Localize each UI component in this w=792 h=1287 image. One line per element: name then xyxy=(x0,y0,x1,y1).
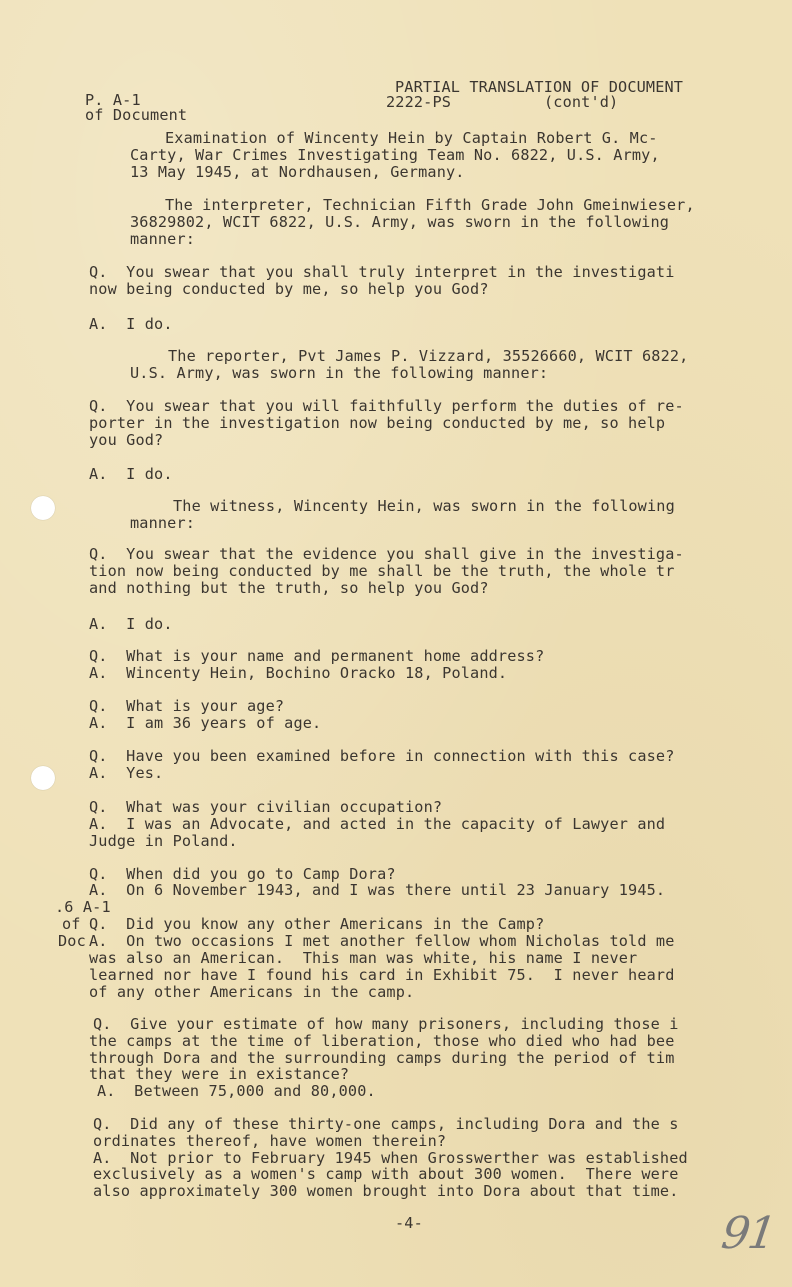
answer-line: also approximately 300 women brought into Dora about that time. xyxy=(93,1182,679,1200)
question-line: tion now being conducted by me shall be the truth, the whole tr xyxy=(89,562,675,580)
interpreter-line: manner: xyxy=(130,230,196,248)
question-line: Q. When did you go to Camp Dora? xyxy=(89,865,396,883)
exhibit-reference-sub: of Document xyxy=(85,106,188,124)
question-line: that they were in existance? xyxy=(89,1065,350,1083)
answer-line: A. Wincenty Hein, Bochino Oracko 18, Poland. xyxy=(89,664,508,682)
intro-line: Examination of Wincenty Hein by Captain Robert G. Mc- xyxy=(165,129,658,147)
question-line: porter in the investigation now being conducted by me, so help xyxy=(89,414,666,432)
answer-line: A. I am 36 years of age. xyxy=(89,714,322,732)
answer-line: A. On two occasions I met another fellow whom Nicholas told me xyxy=(89,932,675,950)
answer-line: learned nor have I found his card in Exhibit 75. I never heard xyxy=(89,966,675,984)
question-line: Q. You swear that you shall truly interpret in the investigati xyxy=(89,263,675,281)
question-line: and nothing but the truth, so help you God? xyxy=(89,579,489,597)
answer-line: A. Between 75,000 and 80,000. xyxy=(97,1082,376,1100)
answer-line: A. I do. xyxy=(89,315,173,333)
question-line: Q. What is your age? xyxy=(89,697,285,715)
question-line: you God? xyxy=(89,431,164,449)
exhibit-reference: P. A-1 xyxy=(85,91,141,109)
interpreter-line: 36829802, WCIT 6822, U.S. Army, was sworn in the following xyxy=(130,213,670,231)
question-line: Q. Did you know any other Americans in the Camp? xyxy=(89,915,545,933)
question-line: Q. Did any of these thirty-one camps, including Dora and the s xyxy=(93,1115,679,1133)
answer-line: Judge in Poland. xyxy=(89,832,238,850)
intro-line: Carty, War Crimes Investigating Team No. 6822, U.S. Army, xyxy=(130,146,660,164)
witness-line: manner: xyxy=(130,514,196,532)
margin-note: Doc xyxy=(58,932,86,950)
reporter-line: The reporter, Pvt James P. Vizzard, 35526660, WCIT 6822, xyxy=(168,347,689,365)
question-line: Q. What is your name and permanent home address? xyxy=(89,647,545,665)
answer-line: was also an American. This man was white, his name I never xyxy=(89,949,638,967)
document-number: 2222-PS (cont'd) xyxy=(386,93,619,111)
question-line: Q. You swear that you will faithfully perform the duties of re- xyxy=(89,397,684,415)
page-number: -4- xyxy=(395,1214,423,1232)
question-line: Q. What was your civilian occupation? xyxy=(89,798,443,816)
question-line: Q. You swear that the evidence you shall give in the investiga- xyxy=(89,545,684,563)
question-line: now being conducted by me, so help you God? xyxy=(89,280,489,298)
reporter-line: U.S. Army, was sworn in the following manner: xyxy=(130,364,549,382)
punch-hole-bottom xyxy=(31,766,55,790)
margin-note: .6 A-1 xyxy=(55,898,111,916)
question-line: ordinates thereof, have women therein? xyxy=(93,1132,447,1150)
answer-line: A. I do. xyxy=(89,615,173,633)
witness-line: The witness, Wincenty Hein, was sworn in the following xyxy=(173,497,675,515)
answer-line: A. I do. xyxy=(89,465,173,483)
handwritten-page-number: 91 xyxy=(718,1208,778,1259)
intro-line: 13 May 1945, at Nordhausen, Germany. xyxy=(130,163,465,181)
question-line: Q. Have you been examined before in connection with this case? xyxy=(89,747,675,765)
question-line: Q. Give your estimate of how many prisoners, including those i xyxy=(93,1015,679,1033)
document-title: PARTIAL TRANSLATION OF DOCUMENT xyxy=(395,78,684,96)
margin-note: of xyxy=(62,915,81,933)
question-line: through Dora and the surrounding camps during the period of tim xyxy=(89,1049,675,1067)
answer-line: exclusively as a women's camp with about 300 women. There were xyxy=(93,1165,679,1183)
answer-line: of any other Americans in the camp. xyxy=(89,983,415,1001)
answer-line: A. Not prior to February 1945 when Grosswerther was established xyxy=(93,1149,688,1167)
punch-hole-top xyxy=(31,496,55,520)
answer-line: A. On 6 November 1943, and I was there until 23 January 1945. xyxy=(89,881,666,899)
question-line: the camps at the time of liberation, those who died who had bee xyxy=(89,1032,675,1050)
interpreter-line: The interpreter, Technician Fifth Grade John Gmeinwieser, xyxy=(165,196,695,214)
answer-line: A. Yes. xyxy=(89,764,164,782)
answer-line: A. I was an Advocate, and acted in the capacity of Lawyer and xyxy=(89,815,666,833)
